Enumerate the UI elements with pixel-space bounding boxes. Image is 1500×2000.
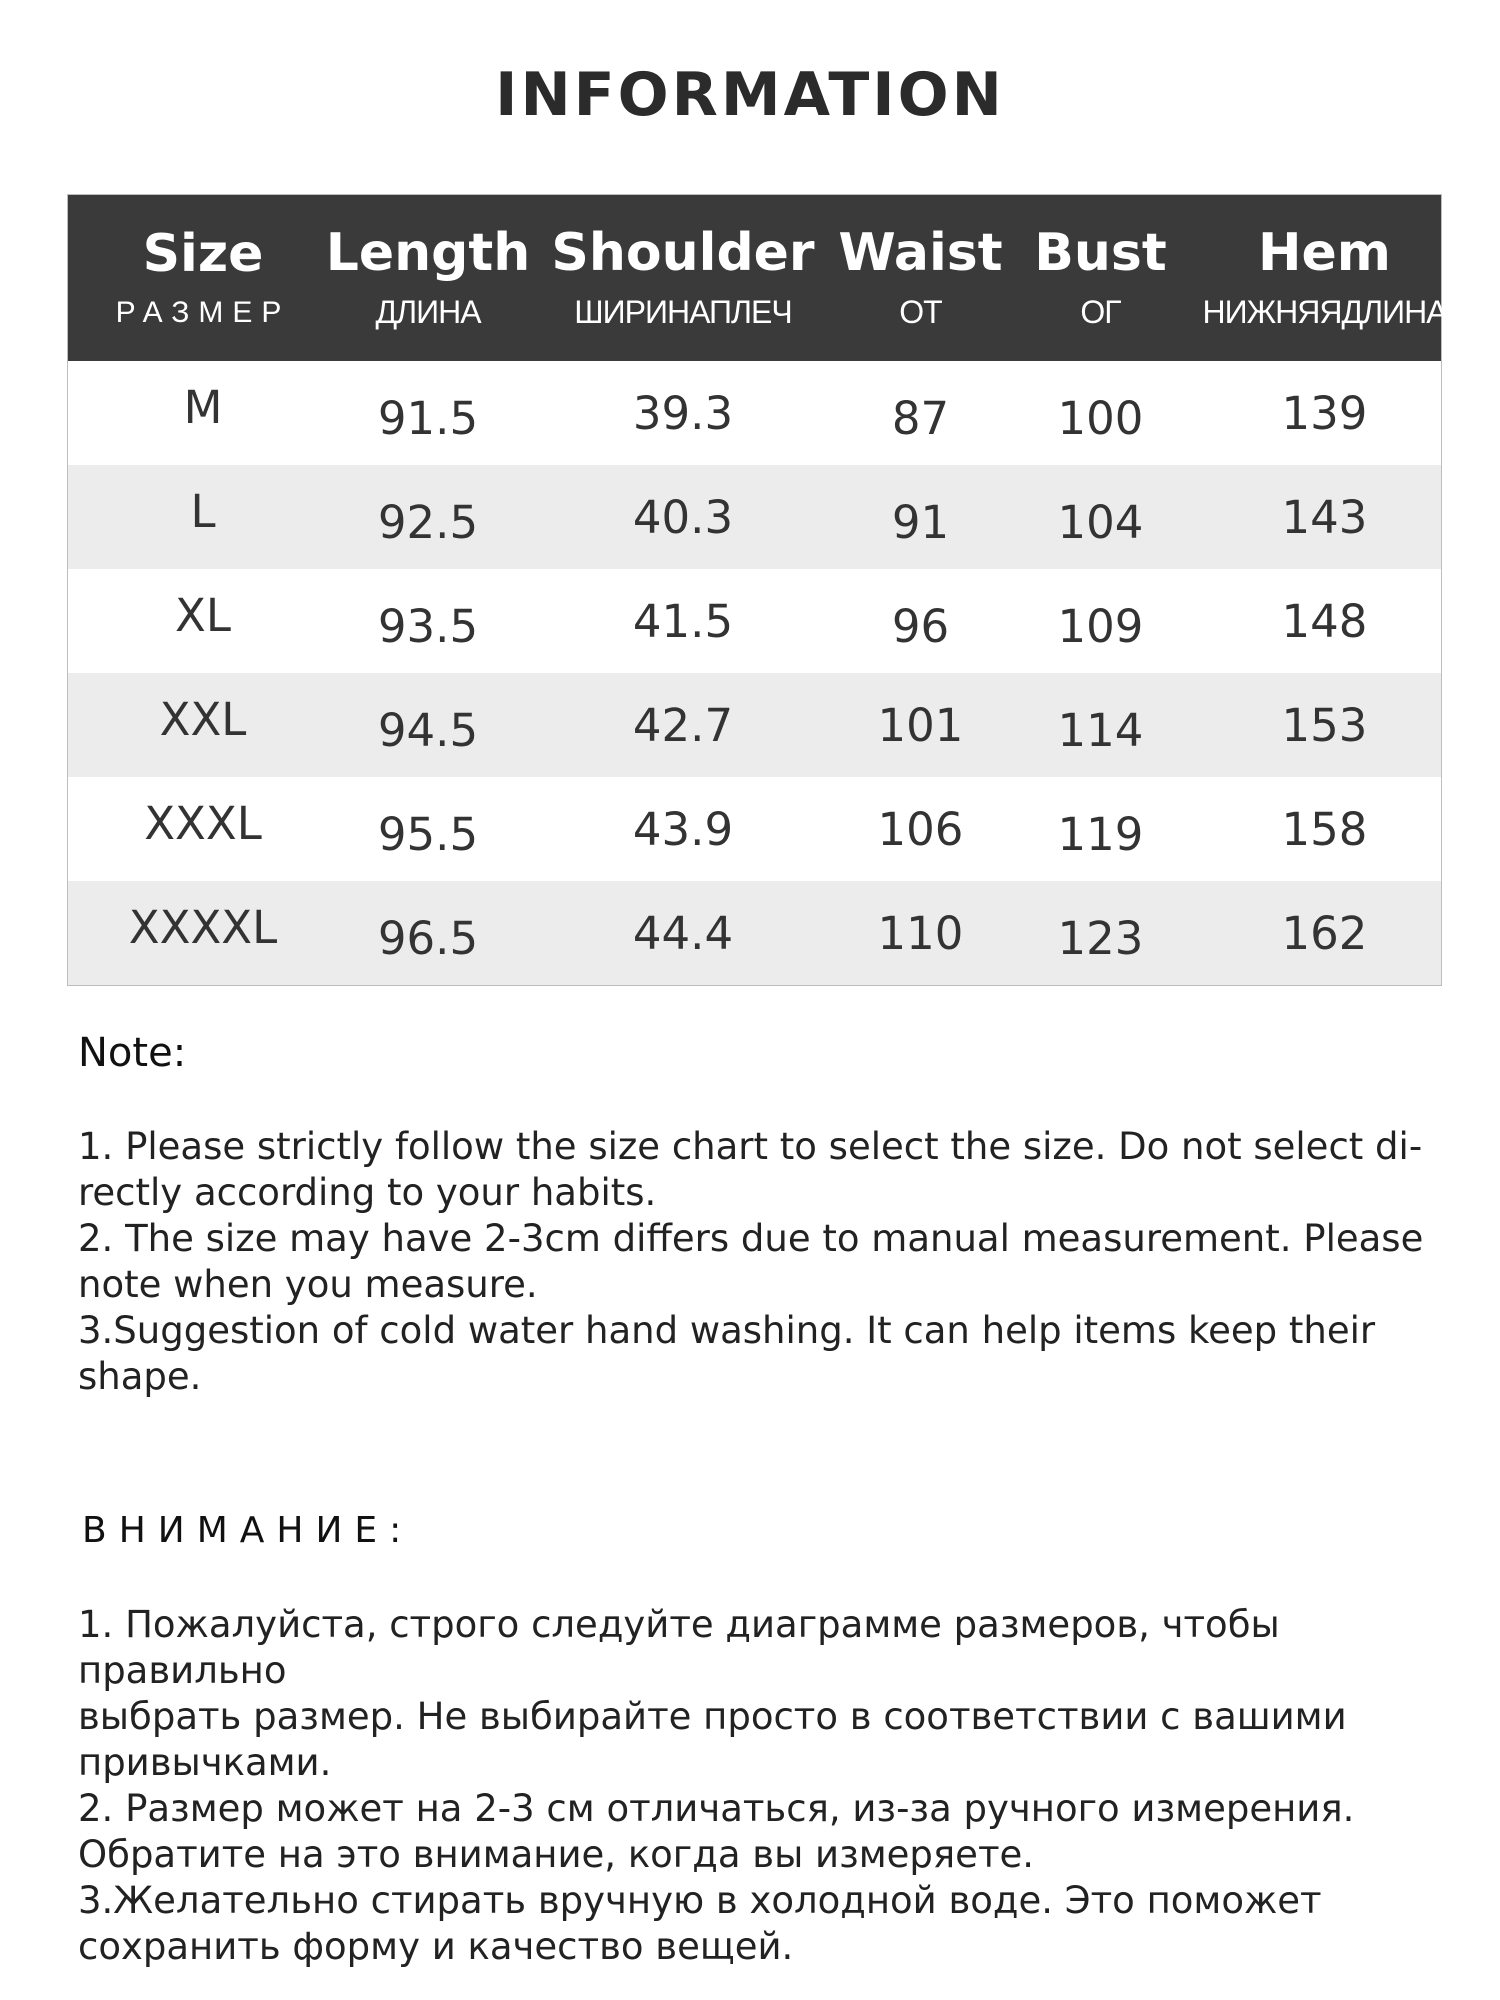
header-length-en: Length	[325, 222, 531, 283]
header-length-ru: ДЛИНА	[375, 294, 481, 331]
header-size-en: Size	[142, 224, 264, 285]
note-line: 2. The size may have 2-3cm differs due to manual measurement. Please	[78, 1217, 1424, 1260]
note-line: shape.	[78, 1355, 202, 1398]
cell-bust: 119	[1057, 807, 1144, 861]
cell-length: 91.5	[377, 391, 479, 445]
table-row	[68, 881, 1441, 985]
page-title: INFORMATION	[495, 60, 1005, 130]
cell-waist: 87	[891, 391, 950, 445]
cell-hem: 139	[1281, 386, 1368, 440]
ru-note-line: 2. Размер может на 2-3 см отличаться, из-за ручного измерения.	[78, 1787, 1355, 1830]
table-row	[68, 777, 1441, 881]
size-chart-table	[67, 194, 1447, 986]
ru-note-line: привычками.	[78, 1741, 332, 1784]
cell-length: 94.5	[377, 703, 479, 757]
cell-hem: 153	[1281, 698, 1368, 752]
note-line: note when you measure.	[78, 1263, 538, 1306]
note-heading: Note:	[78, 1030, 187, 1076]
cell-hem: 158	[1281, 802, 1368, 856]
header-hem-ru: НИЖНЯЯДЛИНА	[1202, 294, 1447, 331]
cell-size: XXXXL	[128, 900, 278, 954]
note-line: 3.Suggestion of cold water hand washing. It can help items keep their	[78, 1309, 1376, 1352]
cell-bust: 100	[1057, 391, 1144, 445]
cell-waist: 106	[877, 802, 964, 856]
header-size-ru: РАЗМЕР	[115, 295, 291, 329]
ru-note-line: Обратите на это внимание, когда вы измеряете.	[78, 1833, 1035, 1876]
cell-hem: 148	[1281, 594, 1368, 648]
cell-size: L	[190, 484, 216, 538]
ru-note-heading: ВНИМАНИЕ:	[82, 1510, 414, 1551]
cell-size: XXXL	[144, 796, 262, 850]
cell-size: M	[183, 380, 223, 434]
table-header	[68, 195, 1447, 361]
ru-note-line: сохранить форму и качество вещей.	[78, 1925, 794, 1968]
header-bust-en: Bust	[1034, 222, 1167, 283]
cell-length: 95.5	[377, 807, 479, 861]
header-waist	[838, 195, 1003, 361]
header-hem-en: Hem	[1258, 222, 1391, 283]
note-line: 1. Please strictly follow the size chart to select the size. Do not select di-	[78, 1125, 1423, 1168]
header-shoulder	[518, 195, 848, 361]
header-bust	[993, 195, 1208, 361]
header-length	[325, 195, 531, 361]
header-size	[68, 195, 338, 361]
cell-shoulder: 42.7	[632, 698, 734, 752]
table-row	[68, 361, 1441, 465]
cell-size: XXL	[159, 692, 247, 746]
cell-shoulder: 40.3	[632, 490, 734, 544]
header-hem	[1202, 195, 1447, 361]
cell-length: 93.5	[377, 599, 479, 653]
header-waist-en: Waist	[838, 222, 1003, 283]
ru-note-text	[78, 1602, 1438, 1970]
table-row	[68, 465, 1441, 569]
header-shoulder-en: Shoulder	[551, 222, 815, 283]
cell-bust: 104	[1057, 495, 1144, 549]
cell-length: 92.5	[377, 495, 479, 549]
cell-hem: 162	[1281, 906, 1368, 960]
cell-waist: 96	[891, 599, 950, 653]
ru-note-line: выбрать размер. Не выбирайте просто в соответствии с вашими	[78, 1695, 1347, 1738]
header-bust-ru: ОГ	[1080, 294, 1121, 331]
header-waist-ru: ОТ	[899, 294, 942, 331]
note-line: rectly according to your habits.	[78, 1171, 657, 1214]
header-shoulder-ru: ШИРИНАПЛЕЧ	[574, 294, 792, 331]
cell-bust: 109	[1057, 599, 1144, 653]
cell-shoulder: 39.3	[632, 386, 734, 440]
cell-bust: 114	[1057, 703, 1144, 757]
table-body	[68, 361, 1441, 985]
cell-hem: 143	[1281, 490, 1368, 544]
cell-waist: 91	[891, 495, 950, 549]
cell-waist: 110	[877, 906, 964, 960]
table-row	[68, 673, 1441, 777]
note-text	[78, 1124, 1428, 1400]
cell-length: 96.5	[377, 911, 479, 965]
cell-shoulder: 44.4	[632, 906, 734, 960]
cell-bust: 123	[1057, 911, 1144, 965]
cell-shoulder: 41.5	[632, 594, 734, 648]
cell-size: XL	[175, 588, 231, 642]
ru-note-line: 1. Пожалуйста, строго следуйте диаграмме размеров, чтобы правильно	[78, 1603, 1280, 1692]
cell-shoulder: 43.9	[632, 802, 734, 856]
table-row	[68, 569, 1441, 673]
cell-waist: 101	[877, 698, 964, 752]
ru-note-line: 3.Желательно стирать вручную в холодной воде. Это поможет	[78, 1879, 1322, 1922]
